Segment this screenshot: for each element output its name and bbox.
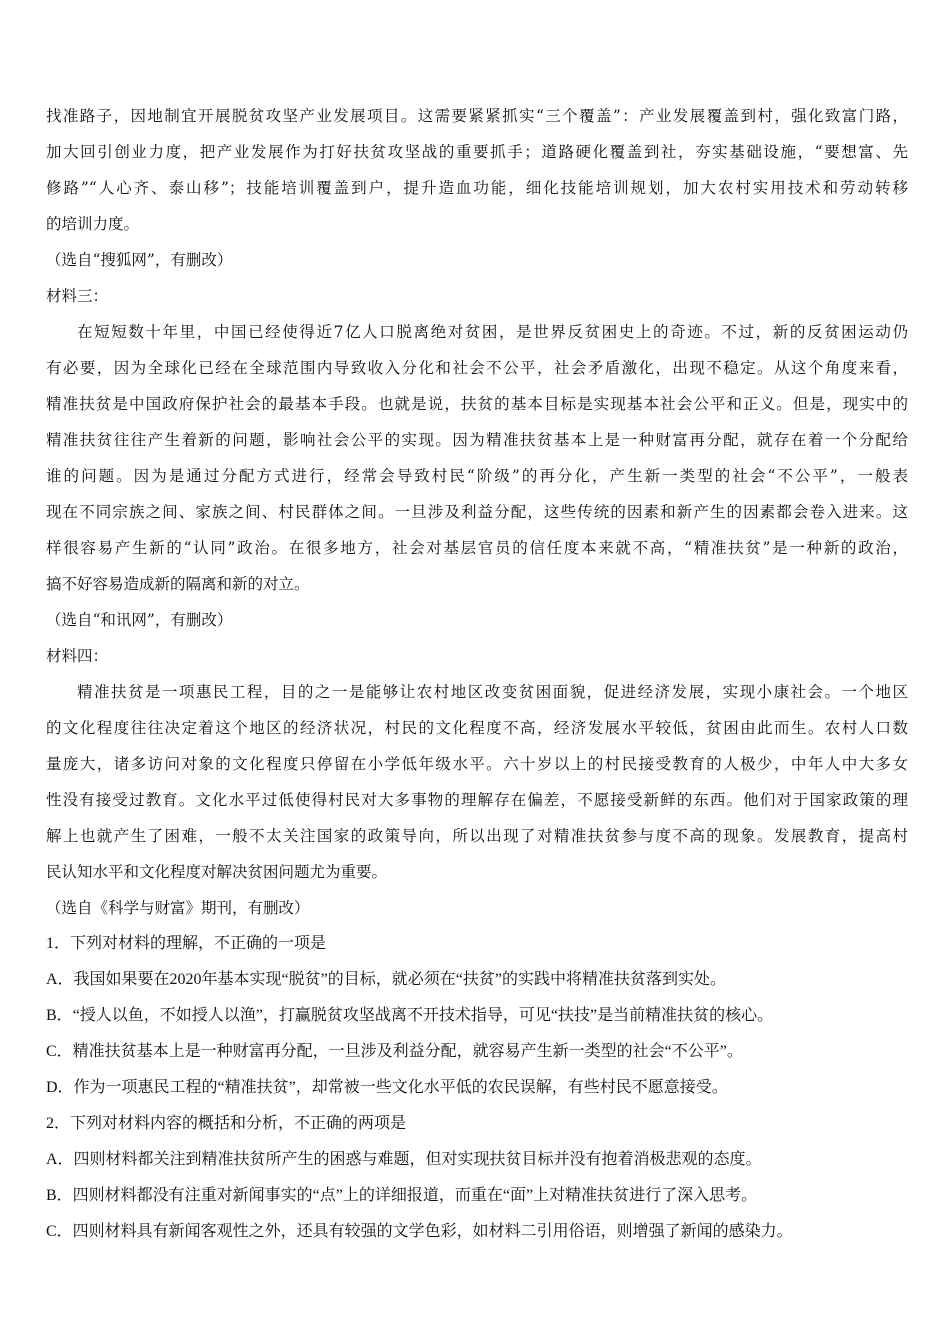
- paragraph-line: 的文化程度往往决定着这个地区的经济状况，村民的文化程度不高，经济发展水平较低，贫困由此而生。农村人口数: [46, 719, 908, 737]
- paragraph-line: 在短短数十年里，中国已经使得近7亿人口脱离绝对贫困，是世界反贫困史上的奇迹。不过，新的反贫困运动仍: [77, 323, 908, 341]
- question-stem: 2．下列对材料内容的概括和分析，不正确的两项是: [46, 1115, 407, 1132]
- source-citation: （选自“和讯网”，有删改）: [46, 611, 233, 629]
- source-citation: （选自“搜狐网”，有删改）: [46, 251, 233, 269]
- question-stem: 1．下列对材料的理解，不正确的一项是: [46, 935, 327, 952]
- option-c: C．四则材料具有新闻客观性之外，还具有较强的文学色彩，如材料二引用俗语，则增强了新闻的感染力。: [46, 1223, 793, 1240]
- question-two: [46, 1106, 908, 1250]
- material-heading: 材料三：: [46, 287, 109, 305]
- paragraph-line: 精准扶贫是中国政府保护社会的最基本手段。也就是说，扶贫的基本目标是实现基本社会公平和正义。但是，现实中的: [46, 395, 908, 413]
- paragraph-line: 的培训力度。: [46, 215, 140, 233]
- paragraph-line: 性没有接受过教育。文化水平过低使得村民对大多事物的理解存在偏差，不愿接受新鲜的东西。他们对于国家政策的理: [46, 791, 908, 809]
- material-heading: 材料四：: [46, 647, 109, 665]
- option-a: A．我国如果要在2020年基本实现“脱贫”的目标，就必须在“扶贫”的实践中将精准扶贫落到实处。: [46, 971, 726, 988]
- question-one: [46, 926, 908, 1106]
- paragraph-line: 修路”“人心齐、泰山移”；技能培训覆盖到户，提升造血功能，细化技能培训规划，加大农村实用技术和劳动转移: [46, 179, 908, 197]
- paragraph-line: 解上也就产生了困难，一般不太关注国家的政策导向，所以出现了对精准扶贫参与度不高的现象。发展教育，提高村: [46, 827, 908, 845]
- exam-page: [46, 98, 908, 1250]
- option-b: B．“授人以鱼，不如授人以渔”，打赢脱贫攻坚战离不开技术指导，可见“扶技”是当前精准扶贫的核心。: [46, 1007, 774, 1024]
- paragraph-line: 量庞大，诸多访问对象的文化程度只停留在小学低年级水平。六十岁以上的村民接受教育的人极少，中年人中大多女: [46, 755, 908, 773]
- paragraph-line: 现在不同宗族之间、家族之间、村民群体之间。一旦涉及利益分配，这些传统的因素和新产生的因素都会卷入进来。这: [46, 503, 908, 521]
- option-d: D．作为一项惠民工程的“精准扶贫”，却常被一些文化水平低的农民误解，有些村民不愿意接受。: [46, 1079, 728, 1096]
- paragraph-line: 精准扶贫是一项惠民工程，目的之一是能够让农村地区改变贫困面貌，促进经济发展，实现小康社会。一个地区: [77, 683, 908, 701]
- material-three: [46, 278, 908, 638]
- paragraph-line: 有必要，因为全球化已经在全球范围内导致收入分化和社会不公平，社会矛盾激化，出现不稳定。从这个角度来看，: [46, 359, 908, 377]
- paragraph-line: 精准扶贫往往产生着新的问题，影响社会公平的实现。因为精准扶贫基本上是一种财富再分配，就存在着一个分配给: [46, 431, 908, 449]
- source-citation: （选自《科学与财富》期刊，有删改）: [46, 899, 310, 917]
- paragraph-line: 民认知水平和文化程度对解决贫困问题尤为重要。: [46, 863, 388, 881]
- material-two-tail: [46, 98, 908, 278]
- paragraph-line: 搞不好容易造成新的隔离和新的对立。: [46, 575, 310, 593]
- paragraph-line: 样很容易产生新的“认同”政治。在很多地方，社会对基层官员的信任度本来就不高，“精准扶贫”是一种新的政治，: [46, 539, 908, 557]
- option-a: A．四则材料都关注到精准扶贫所产生的困惑与难题，但对实现扶贫目标并没有抱着消极悲观的态度。: [46, 1151, 762, 1168]
- option-b: B．四则材料都没有注重对新闻事实的“点”上的详细报道，而重在“面”上对精准扶贫进行了深入思考。: [46, 1187, 758, 1204]
- paragraph-line: 找准路子，因地制宜开展脱贫攻坚产业发展项目。这需要紧紧抓实“三个覆盖”：产业发展覆盖到村，强化致富门路，: [46, 107, 908, 125]
- option-c: C．精准扶贫基本上是一种财富再分配，一旦涉及利益分配，就容易产生新一类型的社会“不公平”。: [46, 1043, 743, 1060]
- paragraph-line: 加大回引创业力度，把产业发展作为打好扶贫攻坚战的重要抓手；道路硬化覆盖到社，夯实基础设施，“要想富、先: [46, 143, 908, 161]
- paragraph-line: 谁的问题。因为是通过分配方式进行，经常会导致村民“阶级”的再分化，产生新一类型的社会“不公平”，一般表: [46, 467, 908, 485]
- material-four: [46, 638, 908, 926]
